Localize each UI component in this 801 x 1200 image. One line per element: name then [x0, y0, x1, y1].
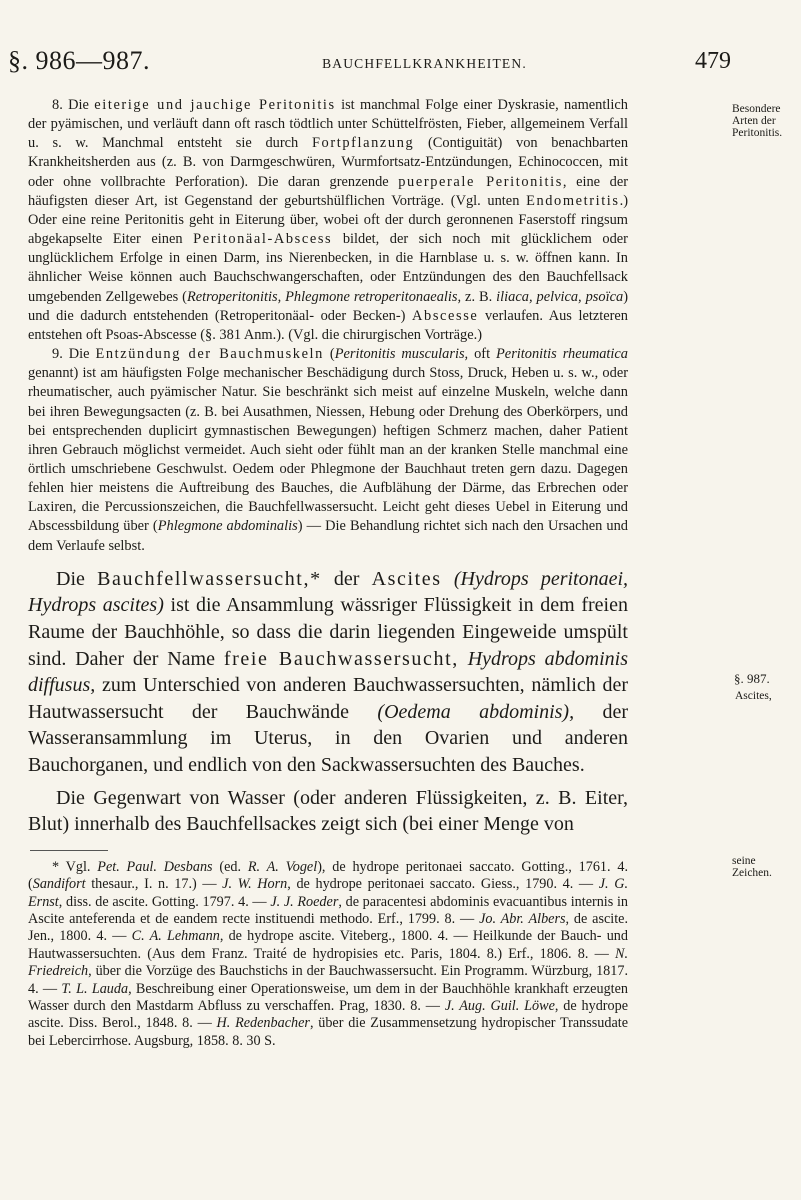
- page-number: 479: [695, 48, 731, 74]
- paragraph-ascites-signs: Die Gegenwart von Wasser (oder anderen Flüssigkeiten, z. B. Eiter, Blut) innerhalb des Bauchfellsackes zeigt sich (bei einer Menge von: [28, 786, 628, 836]
- paragraph-ascites-definition: Die Bauchfellwassersucht,* der Ascites (Hydrops peritonaei, Hydrops ascites) ist die Ansammlung wässriger Flüssigkeit in dem freien Raume der Bauchhöhle, so dass die darin liegenden Eingeweide umspült sind. Daher der Name freie Bauchwassersucht, Hydrops abdominis diffusus, zum Unterschied von anderen Bauchwassersuchten, nämlich der Hautwassersucht der Bauchwände (Oedema abdominis), der Wasseransammlung im Uterus, in den Ovarien und anderen Bauchorganen, und endlich von den Sackwassersuchten des Bauches.: [28, 567, 629, 776]
- term-entzuendung-bauchmuskeln: Entzündung der Bauchmuskeln: [95, 346, 324, 363]
- term-ascites: Ascites: [371, 567, 442, 590]
- term-bauchfellwassersucht: Bauchfellwassersucht,*: [97, 567, 322, 590]
- paragraph-8: 8. Die eiterige und jauchige Peritonitis ist manchmal Folge einer Dyskrasie, namentlich der pyämischen, und verläuft dann oft rasch tödtlich unter Schüttelfrösten, Fieber, allgemeinem Verfall u. s. w. Manchmal entsteht sie durch Fortpflanzung (Contiguität) von benachbarten Krankheitsherden aus (z. B. von Darmgeschwüren, Wurmfortsatz-Entzündungen, Echinococcen, mit oder ohne vollbrachte Perforation). Die daran grenzende puerperale Peritonitis, eine der häufigsten dieser Art, ist Gegenstand der geburtshülflichen Vorträge. (Vgl. unten Endometritis.) Oder eine reine Peritonitis geht in Eiterung über, wobei oft der durch geronnenen Faserstoff ringsum abgekapselte Eiter einen Peritonäal-Abscess bildet, der sich noch mit glücklichem oder unglücklichem Erfolge in einen Darm, ins Nierenbecken, in die Harnblase u. s. w. öffnen kann. In ähnlicher Weise können auch Bauchschwangerschaften, oder Entzündungen des den Bauchfellsack umgebenden Zellgewebes (Retroperitonitis, Phlegmone retroperitonaealis, z. B. iliaca, pelvica, psoïca) und die dadurch entstehenden (Retroperitonäal- oder Becken-) Abscesse verlaufen. Aus letzteren entstehen oft Psoas-Abscesse (§. 381 Anm.). (Vgl. die chirurgischen Vorträge.): [28, 97, 629, 343]
- section-range: §. 986—987.: [8, 46, 150, 75]
- term-puerperale-peritonitis: puerperale Peritonitis: [398, 173, 563, 190]
- term-freie-bauchwassersucht: freie Bauchwassersucht,: [223, 647, 459, 670]
- small-print-block: [28, 96, 628, 556]
- term-eiterige-peritonitis: eiterige und jauchige Peritonitis: [94, 97, 336, 113]
- term-abscesse: Abscesse: [412, 307, 479, 324]
- footnote-divider: [30, 850, 108, 851]
- term-endometritis: Endometritis: [526, 192, 620, 209]
- footnote: * Vgl. Pet. Paul. Desbans (ed. R. A. Vogel), de hydrope peritonaei saccato. Gotting., 1761. 4. (Sandifort thesaur., I. n. 17.) — J. W. Horn, de hydrope peritonaei saccato. Giess., 1790. 4. — J. G. Ernst, diss. de ascite. Gotting. 1797. 4. — J. J. Roeder, de paracentesi abdominis evacuantibus internis in Ascite anteferenda et de eandem recte instituendi methodo. Erf., 1799. 8. — Jo. Abr. Albers, de ascite. Jen., 1800. 4. — C. A. Lehmann, de hydrope ascite. Viteberg., 1800. 4. — Heilkunde der Bauch- und Hautwassersuchten. (Aus dem Franz. Traité de hydropisies etc. Paris, 1804. 8.) Erf., 1806. 8. — N. Friedreich, über die Vorzüge des Bauchstichs in der Bauchwassersucht. Ein Programm. Würzburg, 1817. 4. — T. L. Lauda, Beschreibung einer Operationsweise, um dem in der Bauchhöhle krankhaft erzeugten Wasser durch den Mastdarm Abfluss zu verschaffen. Prag, 1830. 8. — J. Aug. Guil. Löwe, de hydrope ascite. Diss. Berol., 1848. 8. — H. Redenbacher, über die Zusammensetzung hydropischer Transsudate bei Lebercirrhose. Augsburg, 1858. 8. 30 S.: [28, 858, 629, 1049]
- margin-note-section-987: §. 987.: [734, 671, 770, 686]
- paragraph-9: 9. Die Entzündung der Bauchmuskeln (Peritonitis muscularis, oft Peritonitis rheumatica genannt) ist am häufigsten Folge mechanischer Beschädigung durch Stoss, Druck, Heben u. s. w., oder rheumatischer, auch pyämischer Natur. Sie beschränkt sich meist auf einzelne Muskeln, welche dann bei ihren Bewegungsacten (z. B. bei Ausathmen, Niessen, Hebung oder Drehung des Oberkörpers, und bei entsprechenden duplicirt gymnastischen Bewegungen) heftigen Schmerz machen, daher Patient ihren Gebrauch möglichst vermeidet. Auch sieht oder fühlt man an der kranken Stelle manchmal eine örtlich umschriebene Geschwulst. Oedem oder Phlegmone der Bauchhaut treten gern dazu. Dagegen fehlen hier meistens die Auftreibung des Bauches, die Aufblähung der Därme, das Erbrechen oder Laxiren, die Percussionszeichen, die Bauchfellwassersucht. Leicht geht dieses Uebel in Eiterung und Abscessbildung über (Phlegmone abdominalis) — Die Behandlung richtet sich nach den Ursachen und dem Verlaufe selbst.: [28, 346, 629, 554]
- term-fortpflanzung: Fortpflanzung: [311, 135, 415, 152]
- paragraph-number: 9.: [52, 346, 63, 363]
- page-header: [8, 46, 731, 78]
- margin-note-ascites: Ascites,: [735, 690, 772, 702]
- term-peritonaeal-abscess: Peritonäal-Abscess: [193, 231, 333, 248]
- paragraph-number: 8.: [52, 97, 63, 113]
- running-title: BAUCHFELLKRANKHEITEN.: [322, 56, 527, 71]
- page-body: [28, 96, 628, 1050]
- margin-note-besondere-arten: Besondere Arten der Peritonitis.: [732, 103, 783, 139]
- main-text-block: [28, 566, 628, 838]
- margin-note-seine-zeichen: seine Zeichen.: [732, 855, 772, 879]
